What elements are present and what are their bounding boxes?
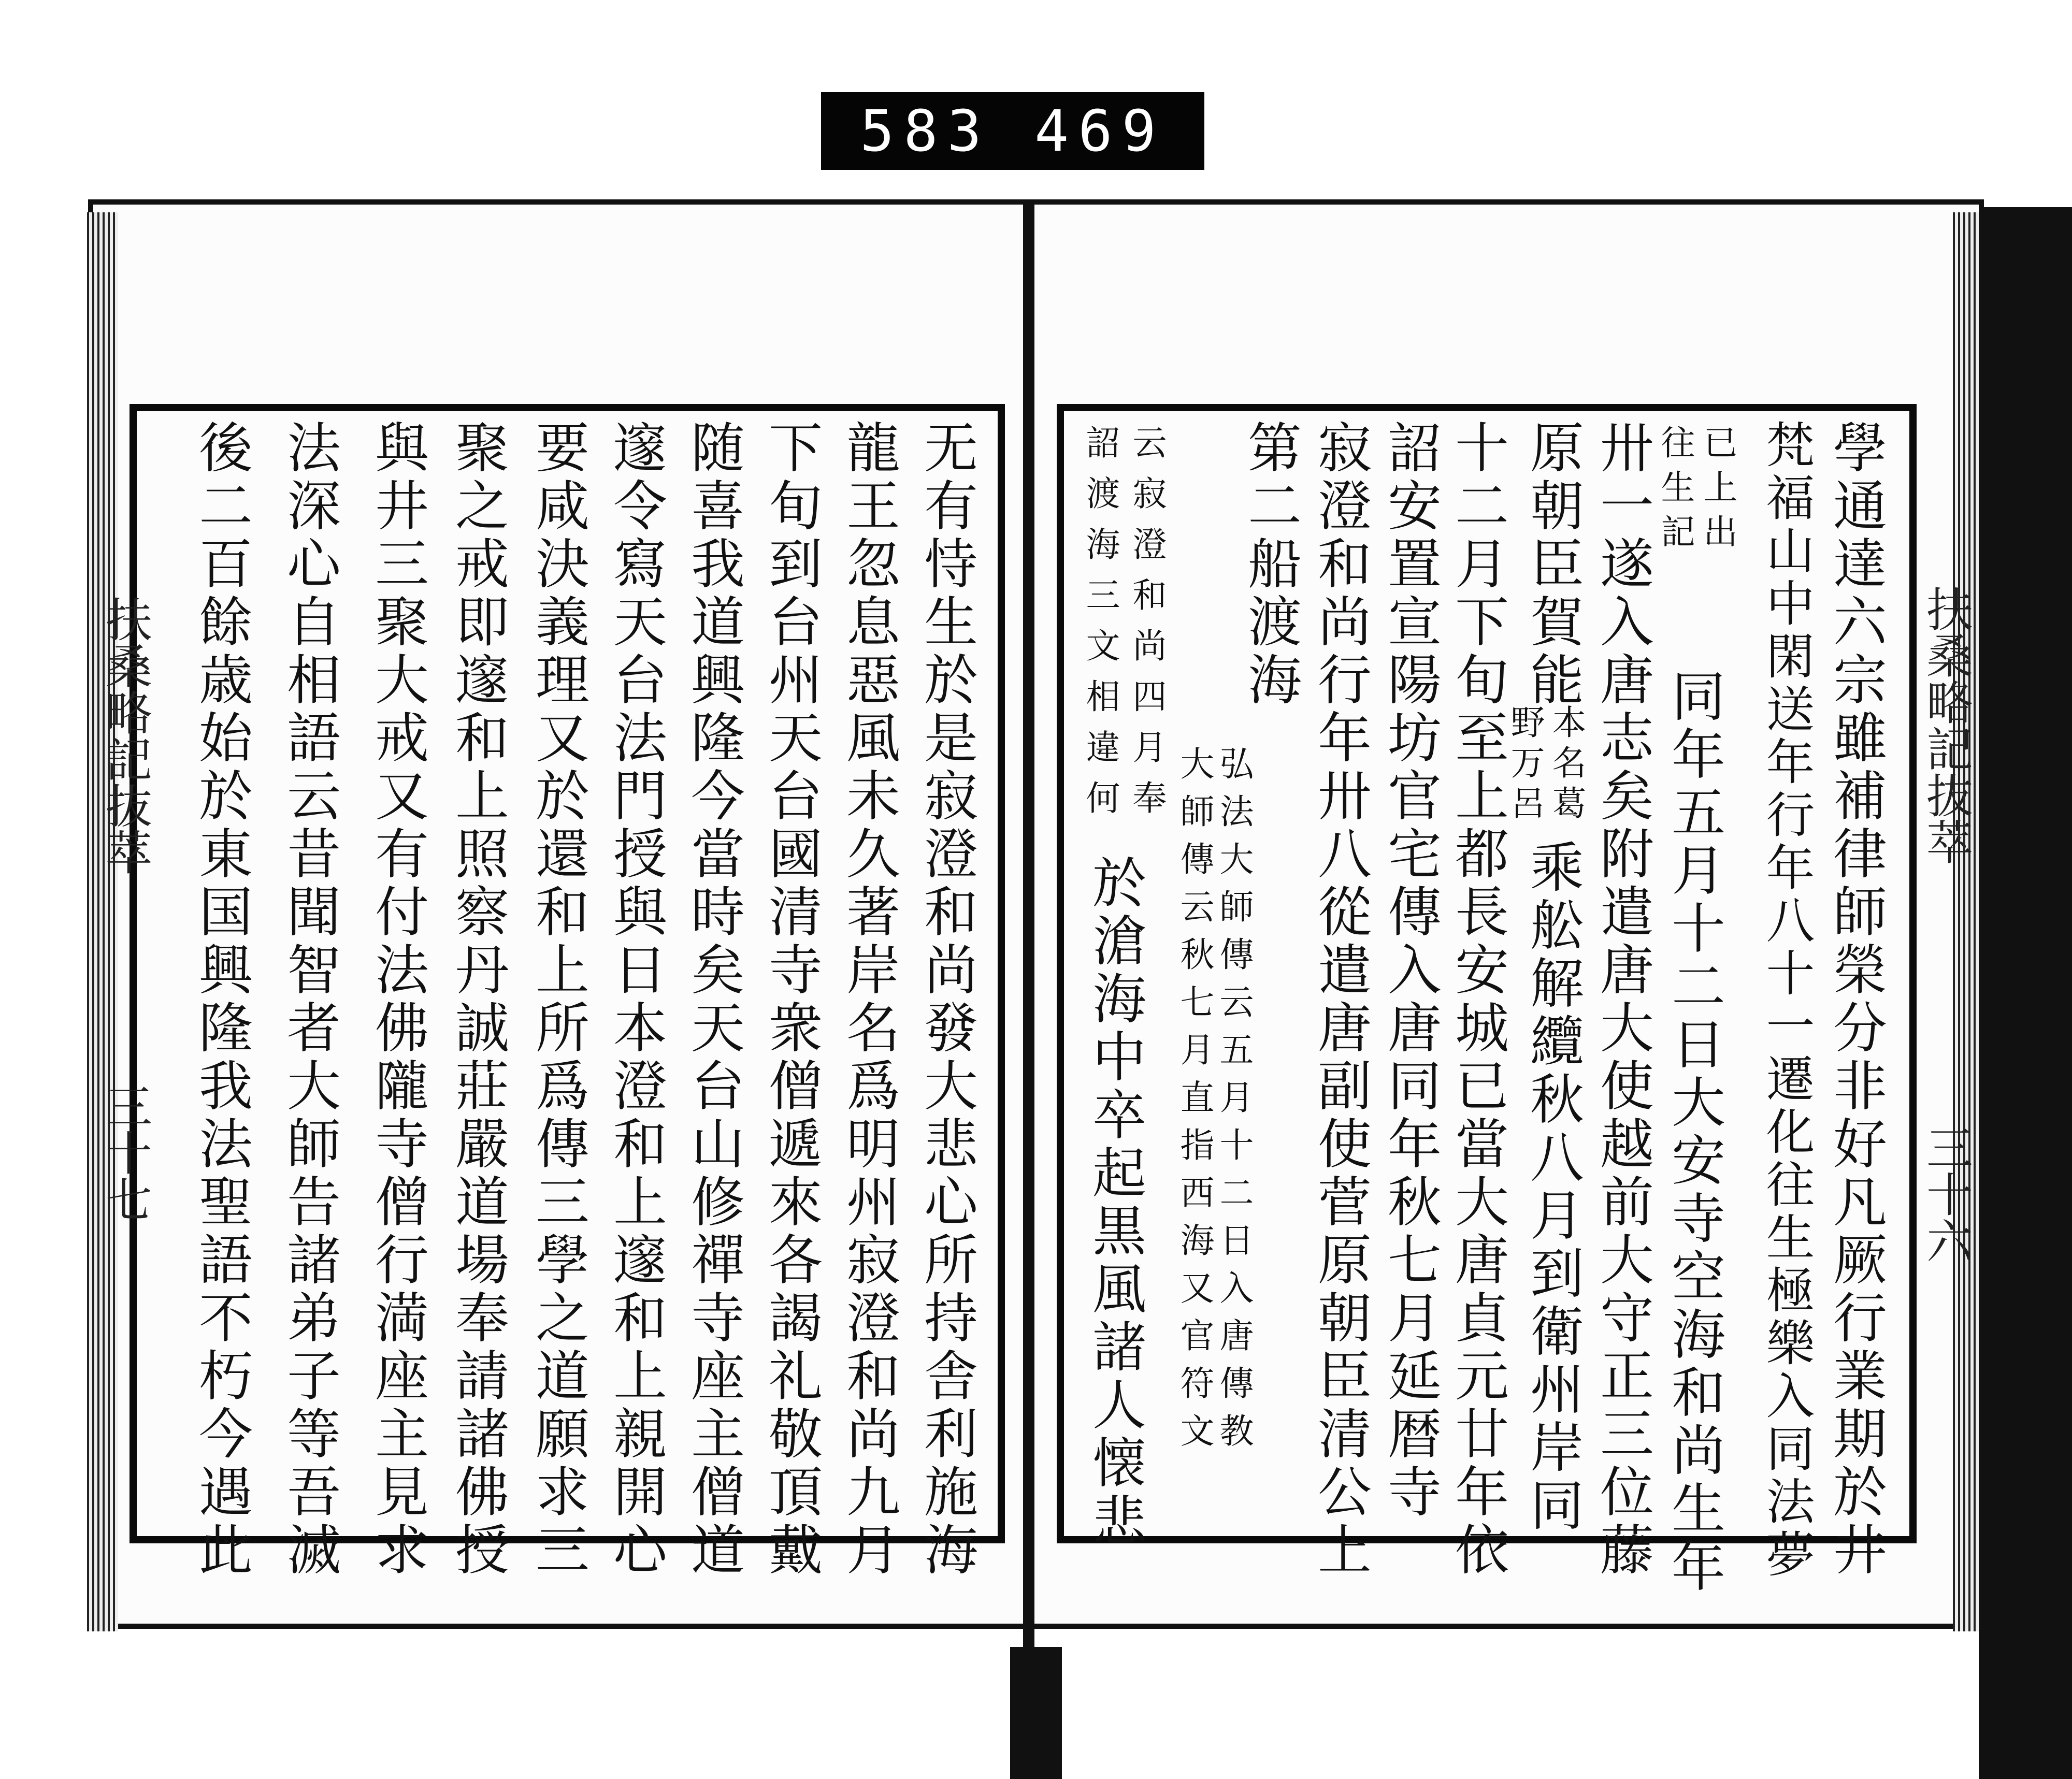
right-col-3: 同年五月十二日大安寺空海和尚生年 [1662, 668, 1725, 1596]
right-col-9-note-b: 大師傳云秋七月直指西海又官符文 [1174, 746, 1214, 1460]
right-col-3-note-b: 往生記 [1655, 425, 1695, 558]
left-col-2: 龍王忽息惡風未久著岸名爲明州寂澄和尚九月 [837, 420, 900, 1580]
right-col-7: 詔安置宣陽坊官宅傳入唐同年秋七月延暦寺 [1378, 420, 1442, 1522]
catalog-number-label: 583 469 [821, 92, 1204, 170]
left-col-3: 下旬到台州天台國清寺衆僧遞來各謁礼敬頂戴 [759, 420, 823, 1580]
left-col-4: 随喜我道興隆今當時矣天台山修禪寺座主僧道 [682, 420, 745, 1580]
right-col-5-a: 原朝臣賀能 [1521, 420, 1584, 710]
left-col-7: 聚之戒即邃和上照察丹誠莊嚴道場奉請諸佛授 [446, 420, 509, 1580]
left-col-1: 无有恃生於是寂澄和尚發大悲心所持舎利施海 [915, 420, 978, 1580]
left-col-5: 邃令寫天台法門授與日本澄和上邃和上親開心 [604, 420, 667, 1580]
right-page-number: 三十六 [1918, 1124, 1973, 1264]
right-page-margin-title: 扶桑略記抜萃 [1918, 585, 1973, 865]
right-col-10-note-b: 詔渡海三文相違何 [1080, 425, 1120, 831]
gutter-bottom-shadow [1010, 1647, 1062, 1779]
left-page-margin-title: 扶桑略記抜萃 [97, 596, 152, 875]
right-col-8: 寂澄和尚行年卅八從遣唐副使菅原朝臣清公上 [1308, 420, 1372, 1580]
right-col-10: 於滄海中卒起黒風諸人懐悲 [1083, 855, 1146, 1551]
right-col-3-note-a: 已上出 [1697, 425, 1737, 558]
right-binding-shadow [1979, 207, 2072, 1779]
right-col-2: 梵福山中閑送年行年八十一遷化往生極樂入同法夢 [1758, 420, 1814, 1582]
right-col-9: 第二船渡海 [1239, 420, 1302, 710]
left-page-edge [87, 212, 118, 1631]
right-col-5-b: 乘舩解纜秋八月到衛州岸同 [1521, 839, 1584, 1535]
left-col-8: 與井三聚大戒又有付法佛隴寺僧行満座主見求 [366, 420, 429, 1580]
right-col-6: 十二月下旬至上都長安城已當大唐貞元廿年依 [1446, 420, 1509, 1580]
right-col-4: 卅一遂入唐志矣附遣唐大使越前大守正三位藤 [1591, 420, 1654, 1580]
left-page-number: 三十七 [97, 1082, 152, 1222]
left-col-10: 後二百餘歳始於東国興隆我法聖語不朽今遇此 [190, 420, 253, 1580]
right-col-10-note-a: 云寂澄和尚四月奉 [1127, 425, 1167, 831]
right-col-5-note-b: 野万呂 [1505, 704, 1545, 826]
right-col-9-note-a: 弘法大師傳云五月十二日入唐傳教 [1214, 746, 1254, 1460]
right-col-1: 學通達六宗雖補律師榮分非好凡厥行業期於井 [1824, 420, 1887, 1580]
left-col-6: 要咸決義理又於還和上所爲傳三學之道願求三 [526, 420, 589, 1580]
left-col-9: 法深心自相語云昔聞智者大師告諸弟子等吾滅 [278, 420, 341, 1580]
book-gutter [1023, 199, 1034, 1779]
right-col-5-note-a: 本名葛 [1546, 704, 1586, 826]
